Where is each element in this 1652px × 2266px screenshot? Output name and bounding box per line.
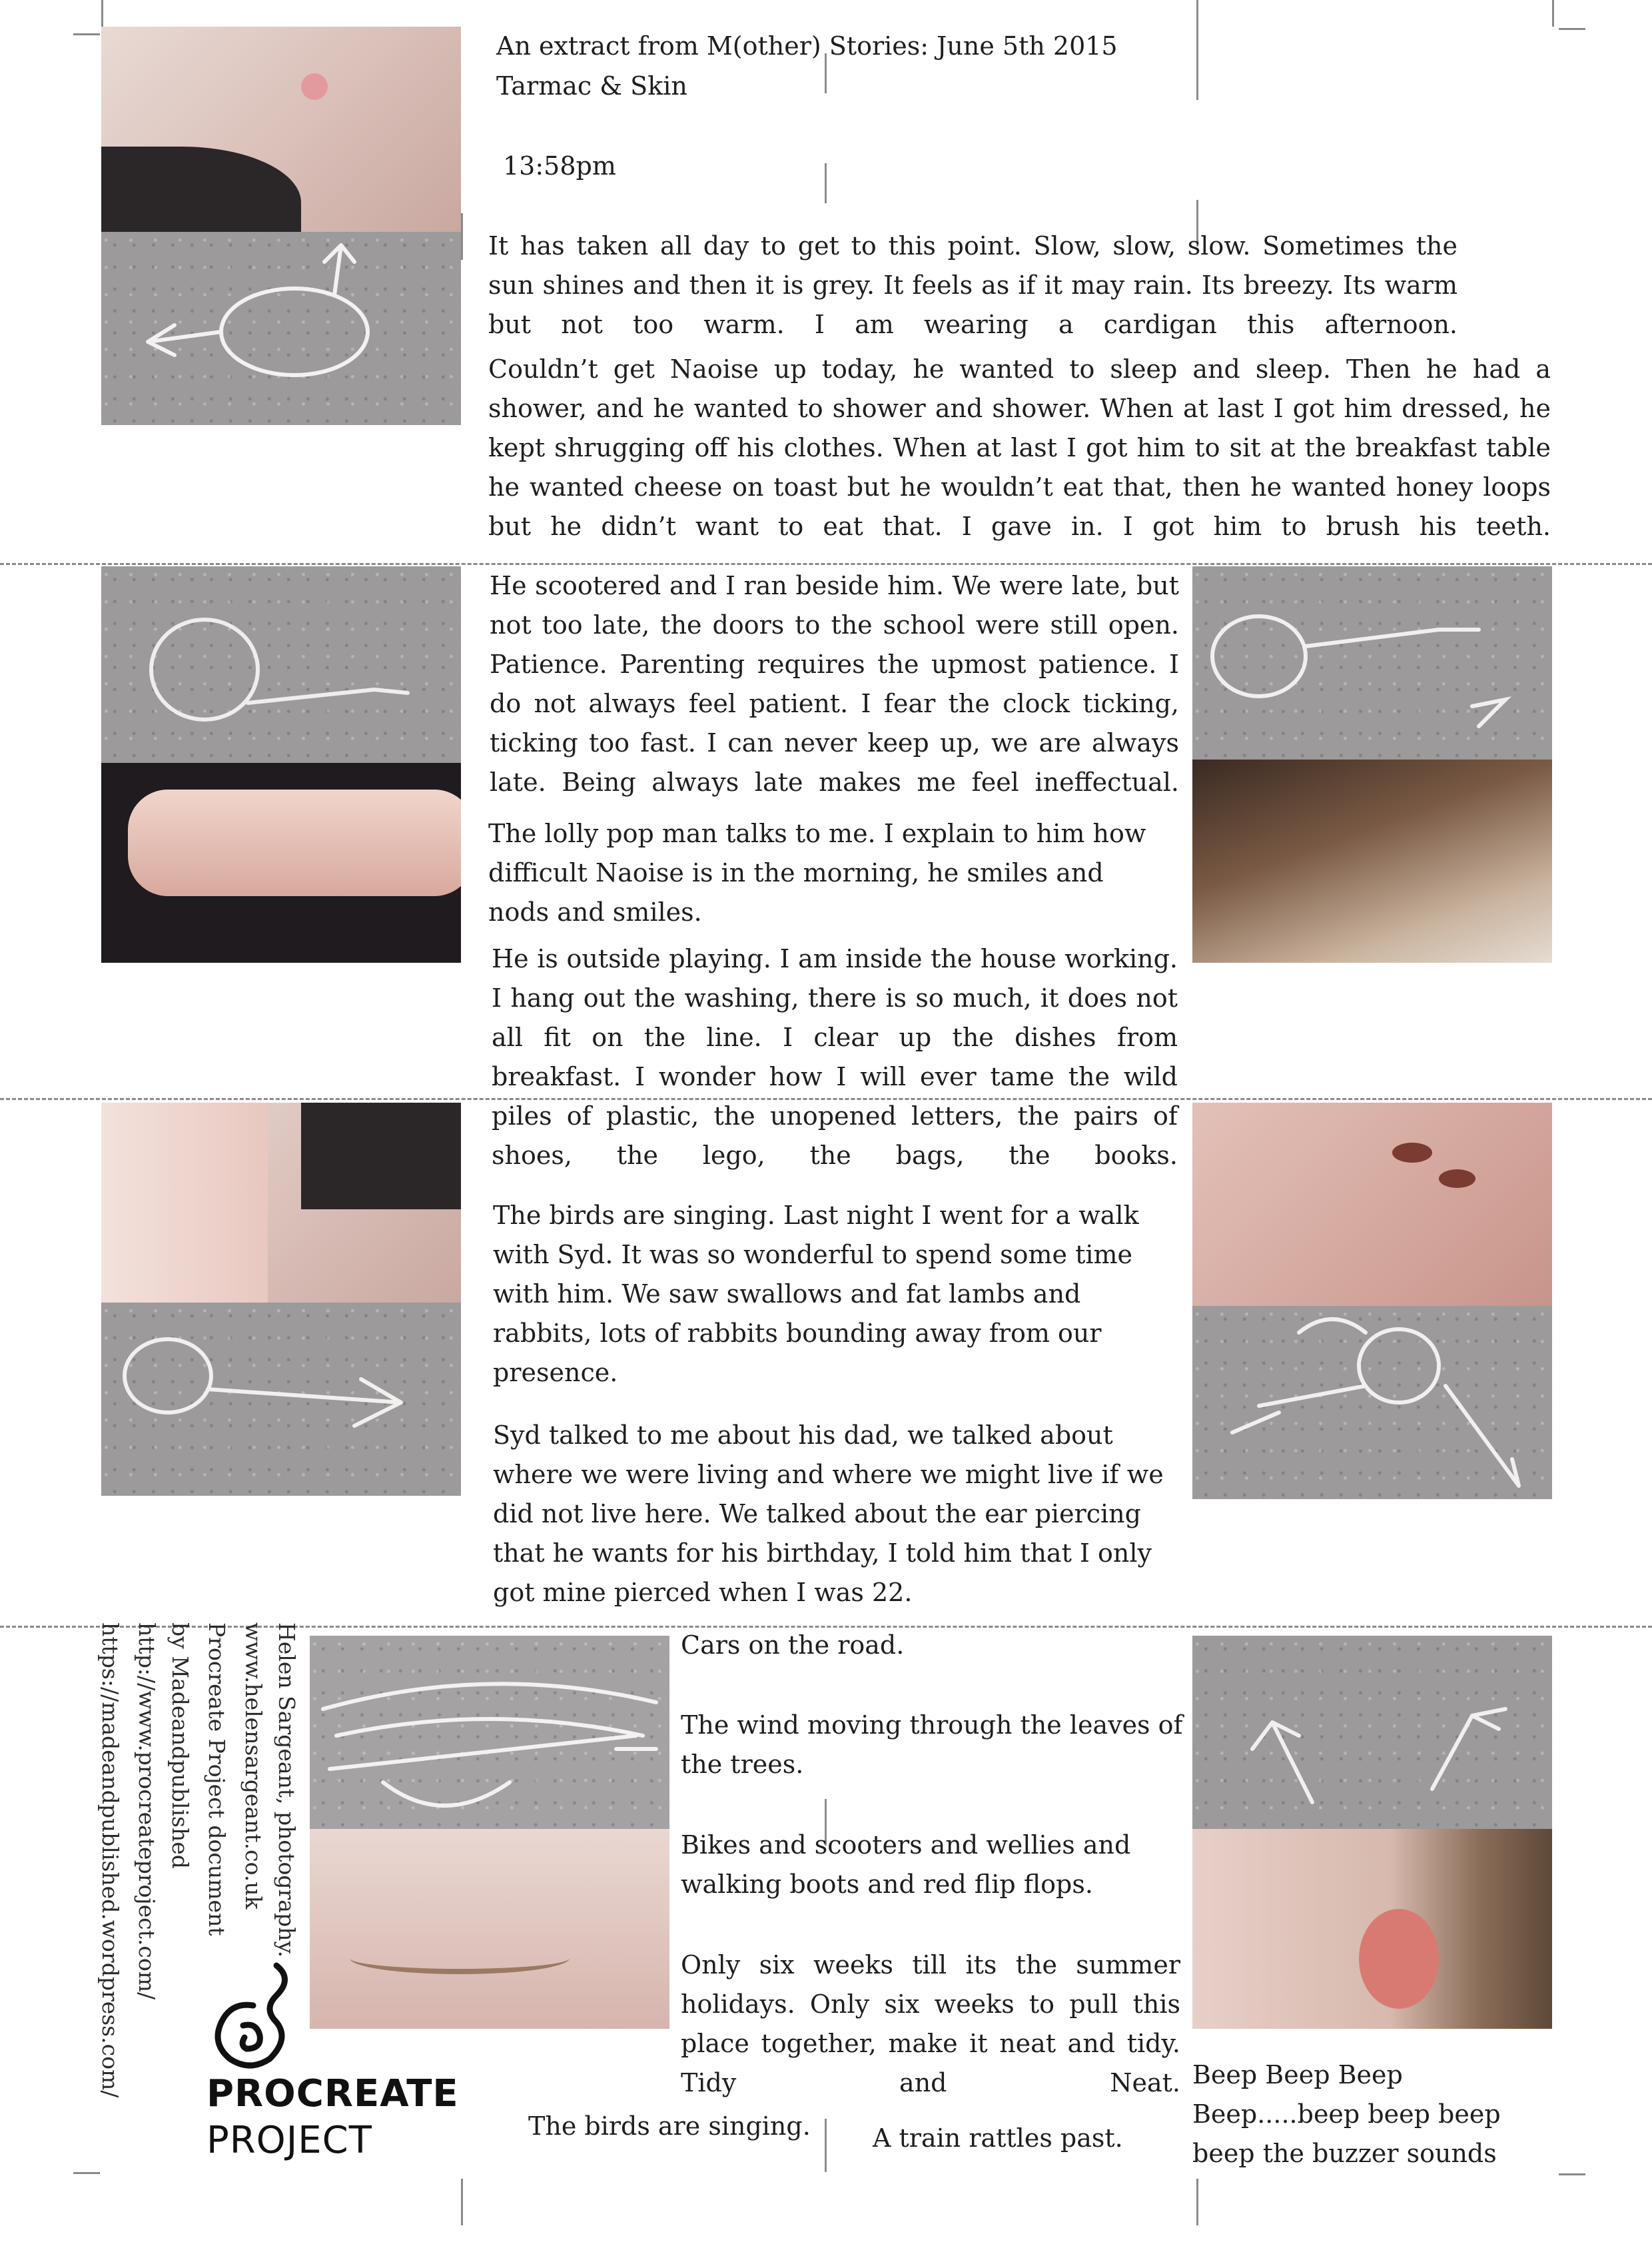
paragraph-10: Bikes and scooters and wellies and walking boots and red flip flops. xyxy=(681,1830,1131,1899)
logo-procreate: PROCREATE xyxy=(206,2072,459,2115)
paragraph-14: Beep Beep Beep Beep.....beep beep beep beep the buzzer sounds xyxy=(1192,2060,1501,2168)
paragraph-12: The birds are singing. xyxy=(528,2111,811,2141)
corner-mark-bl xyxy=(73,2172,100,2174)
photo-hair xyxy=(1192,760,1552,963)
corner-mark-br xyxy=(1559,2173,1585,2175)
photo-closed-eye xyxy=(310,1829,669,2029)
photo-nose xyxy=(1192,1103,1552,1306)
credit-document: Procreate Project document xyxy=(204,1622,230,1936)
fold-line-right-top xyxy=(1196,0,1198,100)
paragraph-13: A train rattles past. xyxy=(873,2123,1123,2153)
photo-chalk-pattern xyxy=(1192,1306,1552,1499)
credit-photographer: Helen Sargeant, photography. xyxy=(274,1622,300,1958)
fold-line-left xyxy=(461,213,463,260)
credit-website: www.helensargeant.co.uk xyxy=(240,1622,266,1910)
paragraph-7: Syd talked to me about his dad, we talked about where we were living and where we might live if we did not live here. We talked about the ear piercing that he wants for his birthday, I told him that I only got mine pierced when I was 22. xyxy=(493,1420,1164,1607)
corner-mark-tr2 xyxy=(1559,28,1585,30)
procreate-logo-icon xyxy=(203,1959,296,2072)
header-subtitle: Tarmac & Skin xyxy=(496,71,687,101)
credit-procreate-url[interactable]: http://www.procreateproject.com/ xyxy=(134,1622,160,2000)
paragraph-1: It has taken all day to get to this point. Slow, slow, slow. Sometimes the sun shines and then it is grey. It feels as if it may rain. Its breezy. Its warm but not too warm. I am wearing a cardigan this afternoon. xyxy=(488,231,1457,339)
paragraph-4: The lolly pop man talks to me. I explain to him how difficult Naoise is in the morning, he smiles and nods and smiles. xyxy=(488,819,1146,927)
photo-chalk-arrow-circle xyxy=(101,232,461,425)
photo-skin-shoulder xyxy=(101,27,461,232)
paragraph-8: Cars on the road. xyxy=(681,1630,905,1660)
photo-chalk-lines xyxy=(310,1636,669,1829)
fold-line-center-2 xyxy=(825,163,827,203)
logo-project: PROJECT xyxy=(206,2119,372,2162)
paragraph-2: Couldn’t get Naoise up today, he wanted to sleep and sleep. Then he had a shower, and he wanted to shower and shower. When at last I got him dressed, he kept shrugging off his clothes. When at last I got him to sit at the breakfast table he wanted cheese on toast but he wouldn’t eat that, then he wanted honey loops but he didn’t want to eat that. I gave in. I got him to brush his teeth. xyxy=(488,354,1551,541)
photo-chalk-key xyxy=(101,566,461,763)
fold-line-right-bottom xyxy=(1196,2179,1198,2225)
header-time: 13:58pm xyxy=(503,151,616,181)
corner-mark-tl xyxy=(73,33,100,35)
paragraph-11: Only six weeks till its the summer holidays. Only six weeks to pull this place together, make it neat and tidy. Tidy and Neat. xyxy=(681,1950,1180,2097)
photo-chalk-key-right xyxy=(1192,566,1552,760)
photo-hand-wrist xyxy=(101,763,461,963)
photo-chalk-arrow-right xyxy=(101,1303,461,1496)
corner-mark-tr xyxy=(1552,0,1554,27)
paragraph-6: The birds are singing. Last night I went for a walk with Syd. It was so wonderful to spend some time with him. We saw swallows and fat lambs and rabbits, lots of rabbits bounding away from our presence. xyxy=(493,1201,1139,1387)
photo-chalk-arrows xyxy=(1192,1636,1552,1829)
photo-face-mouth xyxy=(101,1103,461,1303)
credit-madeandpublished-url[interactable]: https://madeandpublished.wordpress.com/ xyxy=(97,1622,123,2098)
paragraph-5: He is outside playing. I am inside the house working. I hang out the washing, there is so much, it does not all fit on the line. I clear up the dishes from breakfast. I wonder how I will ever tame the wild piles of plastic, the unopened letters, the pairs of shoes, the lego, the bags, the books. xyxy=(492,944,1178,1170)
paragraph-9: The wind moving through the leaves of the trees. xyxy=(681,1710,1183,1779)
credit-madeby: by Madeandpublished xyxy=(167,1622,193,1869)
paragraph-3: He scootered and I ran beside him. We were late, but not too late, the doors to the school were still open. Patience. Parenting requires the upmost patience. I do not always feel patient. I fear the clock ticking, ticking too fast. I can never keep up, we are always late. Being always late makes me feel ineffectual. xyxy=(490,571,1179,797)
fold-line-center-4 xyxy=(825,2119,827,2172)
cut-line-1 xyxy=(0,563,1652,565)
header-title: An extract from M(other) Stories: June 5th 2015 xyxy=(496,31,1118,61)
photo-ear xyxy=(1192,1829,1552,2029)
fold-line-left-bottom xyxy=(461,2179,463,2225)
